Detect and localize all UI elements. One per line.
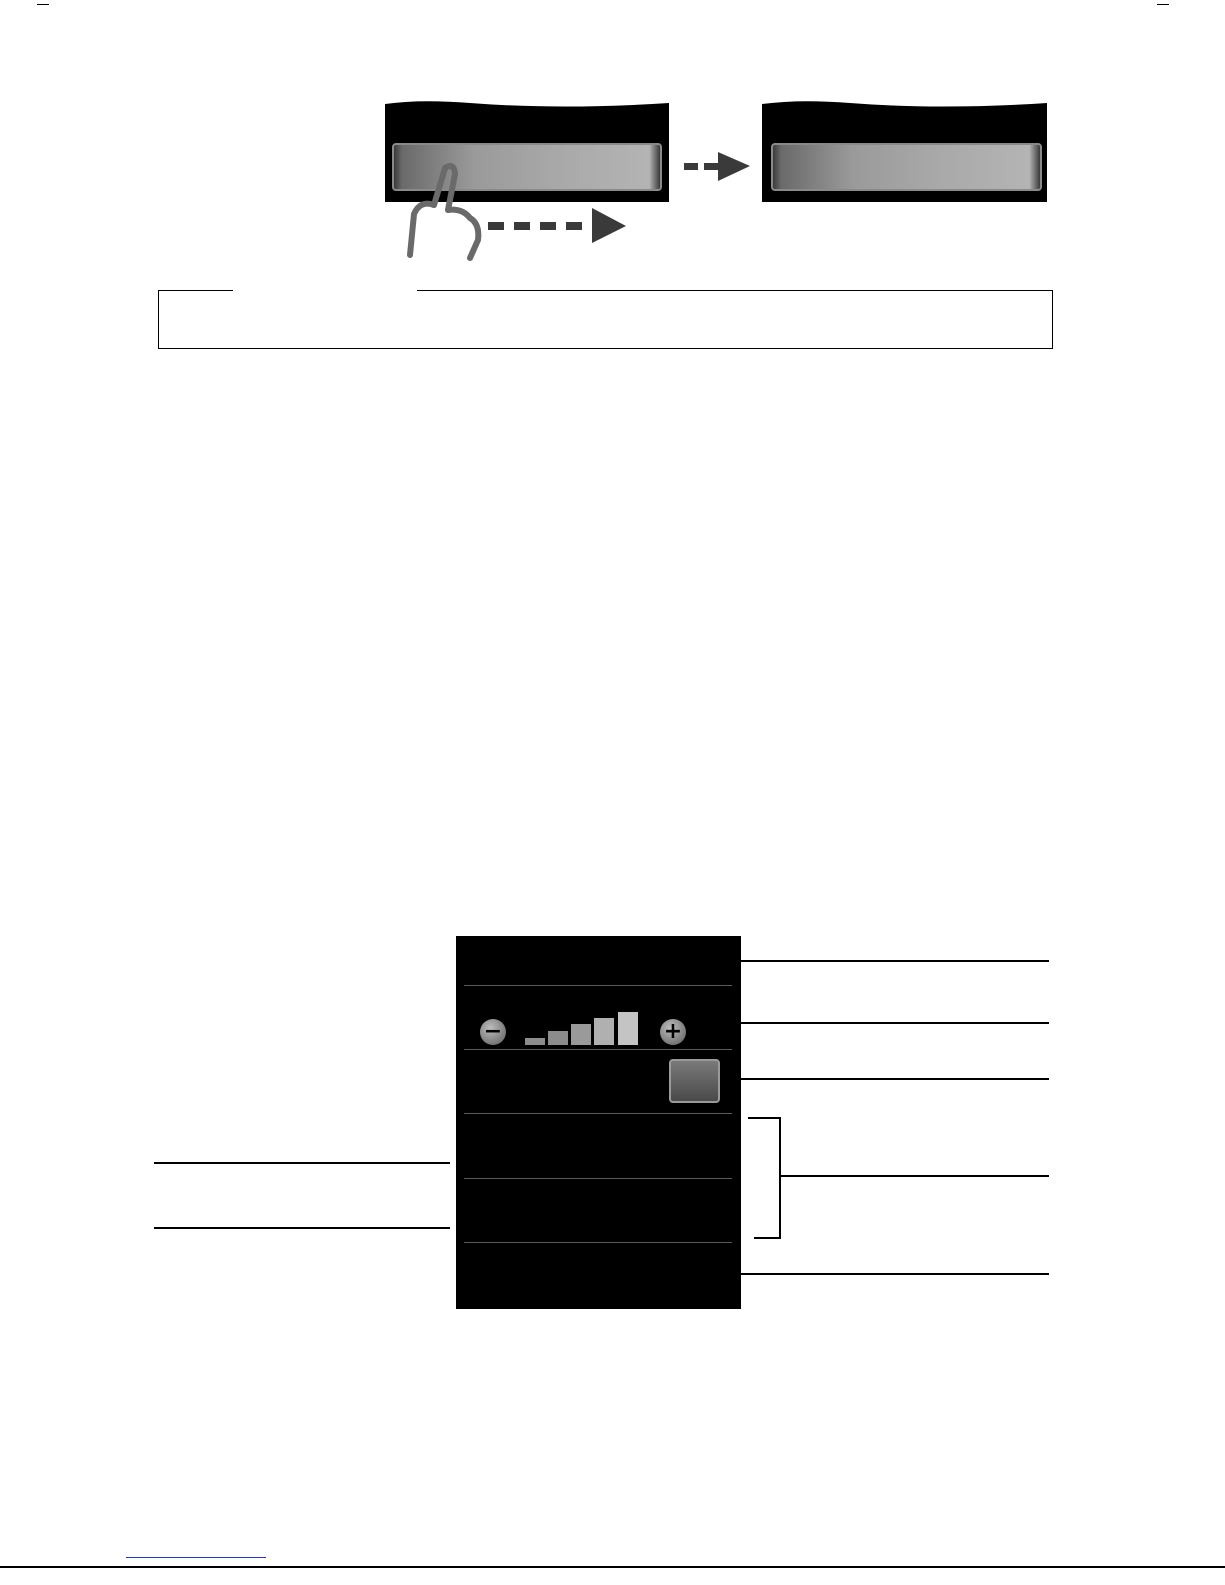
volume-level-bar	[548, 1031, 568, 1045]
callout-line	[664, 1273, 1049, 1275]
callout-line	[723, 1078, 1049, 1080]
footer-link-underline[interactable]	[126, 1557, 266, 1558]
note-box-label-gap	[233, 288, 417, 292]
footer-rule	[0, 1566, 1225, 1568]
volume-level-bar	[594, 1018, 614, 1045]
note-box	[158, 290, 1053, 349]
menu-separator	[464, 985, 732, 986]
square-button[interactable]	[669, 1059, 720, 1103]
callout-bracket-bottom	[754, 1237, 781, 1239]
callout-line	[723, 1022, 1049, 1024]
callout-line	[723, 960, 1049, 962]
menu-separator	[464, 1178, 732, 1179]
menu-panel	[456, 936, 741, 1309]
callout-bracket-vertical	[779, 1117, 781, 1239]
callout-bracket-top	[748, 1117, 781, 1119]
menu-separator	[464, 1113, 732, 1114]
menu-separator	[464, 1242, 732, 1243]
pointing-hand-icon	[410, 166, 478, 258]
callout-line	[154, 1162, 450, 1164]
volume-level-bar	[571, 1024, 591, 1045]
swipe-direction-arrow-icon	[488, 208, 626, 243]
minus-circle-icon[interactable]: −	[480, 1019, 506, 1045]
volume-level-bar	[525, 1038, 545, 1045]
callout-line	[154, 1227, 450, 1229]
callout-line	[781, 1175, 1049, 1177]
volume-level-bar	[618, 1012, 638, 1045]
plus-circle-icon[interactable]: +	[660, 1019, 686, 1045]
dashed-right-arrow-icon	[684, 152, 750, 181]
menu-separator	[464, 1049, 732, 1050]
swipe-gesture-overlay	[0, 0, 1225, 270]
